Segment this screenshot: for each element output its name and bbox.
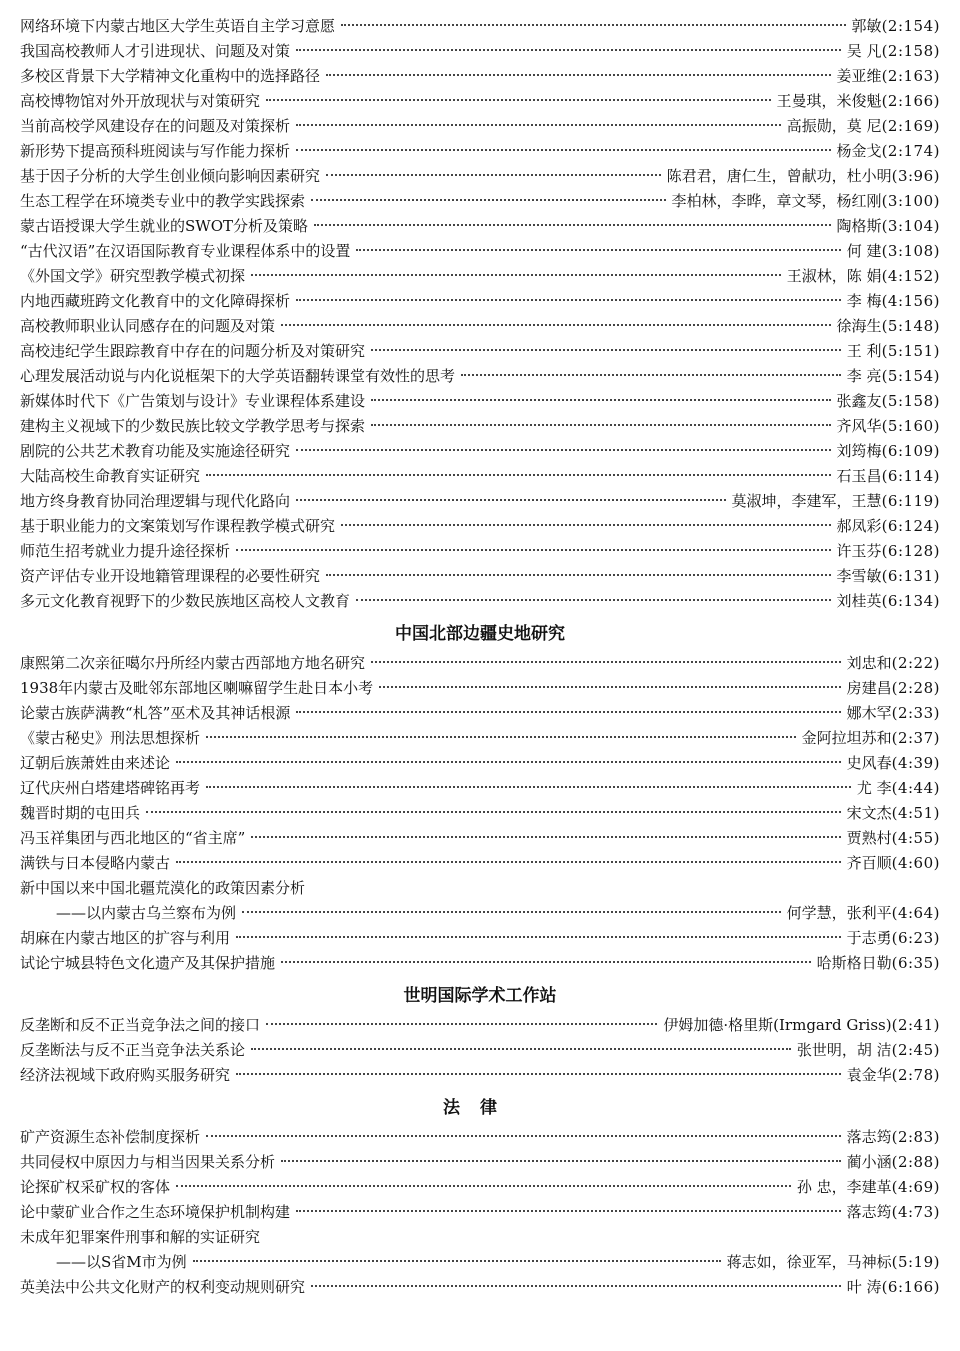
toc-entry-authors: 莫淑坤，李建军，王慧: [731, 492, 882, 510]
toc-entry-ref: (2:166): [881, 92, 940, 110]
toc-entry: [20, 414, 940, 439]
dot-leader: [176, 761, 841, 763]
toc-entry-authors: 金阿拉坦苏和: [801, 729, 892, 747]
toc-entry-ref: (2:41): [891, 1016, 940, 1034]
toc-entry: [20, 39, 940, 64]
dot-leader: [251, 836, 840, 838]
toc-entry-title: 论中蒙矿业合作之生态环境保护机制构建: [20, 1203, 291, 1221]
dot-leader: [176, 861, 841, 863]
toc-entry-ref: (5:151): [881, 342, 940, 360]
toc-entry-ref: (2:22): [891, 654, 940, 672]
toc-entry: [20, 189, 940, 214]
toc-entry: [20, 539, 940, 564]
toc-entry-authors: 李雪敏: [836, 567, 882, 585]
toc-entry-authors: 史风春: [846, 754, 892, 772]
toc-entry: [20, 951, 940, 976]
dot-leader: [341, 524, 831, 526]
toc-entry-title: 《外国文学》研究型教学模式初探: [20, 267, 246, 285]
toc-entry-authors: 落志筠: [846, 1203, 892, 1221]
toc-entry: [20, 1200, 940, 1225]
toc-entry-authors: 李柏林，李晔，章文琴，杨红刚: [671, 192, 882, 210]
toc-entry: [20, 826, 940, 851]
toc-entry-title: 满铁与日本侵略内蒙古: [20, 854, 171, 872]
toc-entry: [20, 314, 940, 339]
dot-leader: [206, 1135, 841, 1137]
section-heading: 世明国际学术工作站: [403, 986, 557, 1006]
toc-entry-ref: (4:39): [891, 754, 940, 772]
toc-entry: [20, 439, 940, 464]
toc-entry-authors: 房建昌: [846, 679, 892, 697]
toc-entry: [20, 1063, 940, 1088]
toc-entry: [20, 364, 940, 389]
toc-entry-authors: 孙 忠，李建革: [796, 1178, 892, 1196]
toc-entry-authors: 姜亚维: [836, 67, 882, 85]
toc-entry-authors: 哈斯格日勒: [816, 954, 892, 972]
dot-leader: [206, 736, 796, 738]
toc-entry-title: 冯玉祥集团与西北地区的“省主席”: [20, 829, 246, 847]
toc-entry-authors: 刘忠和: [846, 654, 892, 672]
toc-entry-ref: (3:108): [881, 242, 940, 260]
toc-entry-authors: 吴 凡: [846, 42, 882, 60]
toc-entry: [20, 1125, 940, 1150]
toc-entry-ref: (6:35): [891, 954, 940, 972]
dot-leader: [281, 961, 811, 963]
toc-entry-authors: 贾熟村: [846, 829, 892, 847]
toc-entry-ref: (5:154): [881, 367, 940, 385]
toc-entry-authors: 李 梅: [846, 292, 882, 310]
dot-leader: [251, 274, 781, 276]
toc-entry-title: 试论宁城县特色文化遗产及其保护措施: [20, 954, 276, 972]
toc-entry: [20, 751, 940, 776]
dot-leader: [326, 174, 661, 176]
toc-entry: [20, 214, 940, 239]
section-heading: 中国北部边疆史地研究: [395, 624, 565, 644]
toc-entry-title: 英美法中公共文化财产的权利变动规则研究: [20, 1278, 306, 1296]
dot-leader: [206, 474, 831, 476]
dot-leader: [461, 374, 841, 376]
toc-entry: [20, 164, 940, 189]
toc-entry-title: 高校教师职业认同感存在的问题及对策: [20, 317, 276, 335]
toc-entry-ref: (6:128): [881, 542, 940, 560]
toc-entry: [20, 389, 940, 414]
toc-entry-ref: (6:166): [881, 1278, 940, 1296]
toc-entry-ref: (2:37): [891, 729, 940, 747]
toc-entry-ref: (4:55): [891, 829, 940, 847]
toc-entry: [20, 339, 940, 364]
toc-entry-ref: (4:156): [881, 292, 940, 310]
toc-entry: [20, 651, 940, 676]
toc-entry-authors: 徐海生: [836, 317, 882, 335]
toc-entry-ref: (4:51): [891, 804, 940, 822]
toc-entry-title: 《蒙古秘史》刑法思想探析: [20, 729, 201, 747]
toc-entry-title: 反垄断和反不正当竞争法之间的接口: [20, 1016, 261, 1034]
toc-entry-authors: 尤 李: [856, 779, 892, 797]
toc-entry-ref: (2:88): [891, 1153, 940, 1171]
toc-entry-title: 基于职业能力的文案策划写作课程教学模式研究: [20, 517, 336, 535]
dot-leader: [314, 224, 831, 226]
dot-leader: [356, 249, 840, 251]
toc-entry: [20, 289, 940, 314]
toc-entry-authors: 杨金戈: [836, 142, 882, 160]
toc-entry-ref: (2:174): [881, 142, 940, 160]
toc-entry-authors: 石玉昌: [836, 467, 882, 485]
toc-entry-title: 当前高校学风建设存在的问题及对策探析: [20, 117, 291, 135]
toc-entry-authors: 叶 涛: [846, 1278, 882, 1296]
toc-entry: [20, 1038, 940, 1063]
toc-entry-title: 辽代庆州白塔建塔碑铭再考: [20, 779, 201, 797]
toc-entry: [20, 139, 940, 164]
dot-leader: [296, 711, 840, 713]
toc-entry-title: 心理发展活动说与内化说框架下的大学英语翻转课堂有效性的思考: [20, 367, 456, 385]
toc-entry-authors: 许玉芬: [836, 542, 882, 560]
toc-entry-ref: (2:154): [881, 17, 940, 35]
toc-entry: [20, 701, 940, 726]
toc-entry: [20, 776, 940, 801]
toc-entry-title: ——以S省M市为例: [56, 1253, 187, 1271]
toc-entry: [20, 926, 940, 951]
toc-entry-title: 生态工程学在环境类专业中的教学实践探索: [20, 192, 306, 210]
toc-entry-authors: 王 利: [846, 342, 882, 360]
toc-entry-ref: (6:114): [881, 467, 940, 485]
toc-entry-ref: (4:73): [891, 1203, 940, 1221]
toc-entry: [20, 589, 940, 614]
toc-entry-title: 新形势下提高预科班阅读与写作能力探析: [20, 142, 291, 160]
toc-entry: [20, 901, 940, 926]
dot-leader: [251, 1048, 791, 1050]
toc-entry-authors: 郝凤彩: [836, 517, 882, 535]
toc-entry-authors: 齐百顺: [846, 854, 892, 872]
toc-entry-ref: (5:19): [891, 1253, 940, 1271]
toc-entry-ref: (5:148): [881, 317, 940, 335]
toc-entry-title: 魏晋时期的屯田兵: [20, 804, 141, 822]
toc-entry-title: 辽朝后族萧姓由来述论: [20, 754, 171, 772]
section-heading: 法律: [443, 1098, 517, 1118]
toc-entry-title: 基于因子分析的大学生创业倾向影响因素研究: [20, 167, 321, 185]
toc-entry-title: 师范生招考就业力提升途径探析: [20, 542, 231, 560]
dot-leader: [236, 1073, 841, 1075]
dot-leader: [371, 399, 831, 401]
dot-leader: [356, 599, 831, 601]
toc-entry-authors: 落志筠: [846, 1128, 892, 1146]
dot-leader: [371, 424, 831, 426]
toc-entry-authors: 何 建: [846, 242, 882, 260]
dot-leader: [206, 786, 851, 788]
toc-entry-authors: 张鑫友: [836, 392, 882, 410]
toc-entry-ref: (6:109): [881, 442, 940, 460]
toc-entry: [20, 726, 940, 751]
toc-entry-ref: (2:163): [881, 67, 940, 85]
toc-entry-title: 内地西藏班跨文化教育中的文化障碍探析: [20, 292, 291, 310]
toc-entry-authors: 高振勋，莫 尼: [786, 117, 882, 135]
toc-entry-authors: 陶格斯: [836, 217, 882, 235]
toc-entry: [20, 464, 940, 489]
toc-entry-authors: 刘桂英: [836, 592, 882, 610]
toc-entry-title: 我国高校教师人才引进现状、问题及对策: [20, 42, 291, 60]
dot-leader: [236, 549, 831, 551]
toc-entry-title: “古代汉语”在汉语国际教育专业课程体系中的设置: [20, 242, 351, 260]
dot-leader: [296, 449, 831, 451]
toc-entry: [20, 851, 940, 876]
dot-leader: [296, 49, 841, 51]
toc-entry-ref: (5:158): [881, 392, 940, 410]
toc-entry-ref: (2:45): [891, 1041, 940, 1059]
toc-entry-title: 地方终身教育协同治理逻辑与现代化路向: [20, 492, 291, 510]
toc-entry-title: 1938年内蒙古及毗邻东部地区喇嘛留学生赴日本小考: [20, 679, 374, 697]
toc-entry-ref: (4:152): [881, 267, 940, 285]
toc-entry-authors: 宋文杰: [846, 804, 892, 822]
toc-entry: [20, 64, 940, 89]
toc-entry-authors: 刘筠梅: [836, 442, 882, 460]
dot-leader: [236, 936, 841, 938]
toc-entry: [20, 14, 940, 39]
toc-entry: [20, 89, 940, 114]
toc-entry-ref: (6:131): [881, 567, 940, 585]
toc-entry-authors: 王淑林，陈 娟: [786, 267, 882, 285]
toc-entry-authors: 袁金华: [846, 1066, 892, 1084]
toc-entry: [20, 1250, 940, 1275]
toc-entry-ref: (2:169): [881, 117, 940, 135]
dot-leader: [371, 661, 841, 663]
toc-entry-title: 高校违纪学生跟踪教育中存在的问题分析及对策研究: [20, 342, 366, 360]
toc-entry-ref: (4:64): [891, 904, 940, 922]
toc-entry-title: 经济法视域下政府购买服务研究: [20, 1066, 231, 1084]
dot-leader: [266, 1023, 657, 1025]
toc-entry: [20, 1013, 940, 1038]
toc-entry-ref: (3:104): [881, 217, 940, 235]
toc-entry-title: 蒙古语授课大学生就业的SWOT分析及策略: [20, 217, 308, 235]
toc-entry-authors: 蒋志如，徐亚军，马神标: [726, 1253, 892, 1271]
toc-entry-authors: 张世明，胡 洁: [796, 1041, 892, 1059]
toc-entry-ref: (2:158): [881, 42, 940, 60]
toc-entry: [20, 564, 940, 589]
toc-entry-title: 矿产资源生态补偿制度探析: [20, 1128, 201, 1146]
toc-entry: [20, 489, 940, 514]
toc-entry-authors: 娜木罕: [846, 704, 892, 722]
dot-leader: [296, 1210, 841, 1212]
dot-leader: [326, 574, 831, 576]
toc-entry-title: ——以内蒙古乌兰察布为例: [56, 904, 237, 922]
toc-entry-ref: (2:78): [891, 1066, 940, 1084]
toc-entry-ref: (6:134): [881, 592, 940, 610]
toc-entry: [20, 1150, 940, 1175]
toc-entry-title: 康熙第二次亲征噶尔丹所经内蒙古西部地方地名研究: [20, 654, 366, 672]
toc-entry: [20, 264, 940, 289]
dot-leader: [193, 1260, 721, 1262]
toc-entry-authors: 李 亮: [846, 367, 882, 385]
toc-entry-authors: 蔺小涵: [846, 1153, 892, 1171]
dot-leader: [311, 1285, 841, 1287]
toc-entry-ref: (4:44): [891, 779, 940, 797]
dot-leader: [281, 1160, 841, 1162]
toc-entry-authors: 何学慧，张利平: [786, 904, 892, 922]
toc-entry-title: 资产评估专业开设地籍管理课程的必要性研究: [20, 567, 321, 585]
toc-entry-ref: (5:160): [881, 417, 940, 435]
toc-entry-title: 剧院的公共艺术教育功能及实施途径研究: [20, 442, 291, 460]
toc-entry-title: 高校博物馆对外开放现状与对策研究: [20, 92, 261, 110]
toc-entry-ref: (6:119): [881, 492, 940, 510]
toc-entry-title: 建构主义视域下的少数民族比较文学教学思考与探索: [20, 417, 366, 435]
toc-entry-title: 新中国以来中国北疆荒漠化的政策因素分析: [20, 879, 306, 897]
dot-leader: [296, 499, 726, 501]
toc-entry-title: 胡麻在内蒙古地区的扩容与利用: [20, 929, 231, 947]
toc-entry-title: 论探矿权采矿权的客体: [20, 1178, 171, 1196]
toc-entry-authors: 齐风华: [836, 417, 882, 435]
toc-entry: [20, 239, 940, 264]
toc-entry-ref: (2:83): [891, 1128, 940, 1146]
toc-entry-ref: (4:69): [891, 1178, 940, 1196]
toc-entry-title: 多元文化教育视野下的少数民族地区高校人文教育: [20, 592, 351, 610]
toc-entry-title: 共同侵权中原因力与相当因果关系分析: [20, 1153, 276, 1171]
toc-entry-authors: 于志勇: [846, 929, 892, 947]
dot-leader: [311, 199, 666, 201]
toc-entry-ref: (2:33): [891, 704, 940, 722]
dot-leader: [296, 124, 781, 126]
dot-leader: [242, 911, 781, 913]
dot-leader: [371, 349, 841, 351]
dot-leader: [379, 686, 840, 688]
dot-leader: [176, 1185, 791, 1187]
dot-leader: [266, 99, 771, 101]
toc-entry-authors: 伊姆加德·格里斯(Irmgard Griss): [663, 1016, 892, 1034]
toc-entry: [20, 114, 940, 139]
toc-entry-title: 论蒙古族萨满教“札答”巫术及其神话根源: [20, 704, 291, 722]
toc-entry-title: 未成年犯罪案件刑事和解的实证研究: [20, 1228, 261, 1246]
toc-entry: [20, 514, 940, 539]
toc-entry-authors: 郭敏: [851, 17, 882, 35]
dot-leader: [296, 149, 831, 151]
toc-entry-authors: 陈君君，唐仁生，曾献功，杜小明: [666, 167, 892, 185]
toc-entry-authors: 王曼琪，米俊魁: [776, 92, 882, 110]
dot-leader: [296, 299, 841, 301]
toc-entry-title: 大陆高校生命教育实证研究: [20, 467, 201, 485]
toc-entry-title: 新媒体时代下《广告策划与设计》专业课程体系建设: [20, 392, 366, 410]
dot-leader: [326, 74, 831, 76]
dot-leader: [341, 24, 846, 26]
toc-entry-ref: (6:124): [881, 517, 940, 535]
toc-entry: [20, 1175, 940, 1200]
toc-entry-ref: (6:23): [891, 929, 940, 947]
toc-entry-title: 网络环境下内蒙古地区大学生英语自主学习意愿: [20, 17, 336, 35]
toc-entry-ref: (4:60): [891, 854, 940, 872]
toc-entry: [20, 1275, 940, 1300]
toc-entry-title: 反垄断法与反不正当竞争法关系论: [20, 1041, 246, 1059]
dot-leader: [146, 811, 841, 813]
toc-entry-ref: (3:100): [881, 192, 940, 210]
toc-entry: [20, 676, 940, 701]
toc-entry-ref: (3:96): [891, 167, 940, 185]
toc-entry: [20, 801, 940, 826]
dot-leader: [281, 324, 831, 326]
toc-entry-title: 多校区背景下大学精神文化重构中的选择路径: [20, 67, 321, 85]
toc-entry-ref: (2:28): [891, 679, 940, 697]
